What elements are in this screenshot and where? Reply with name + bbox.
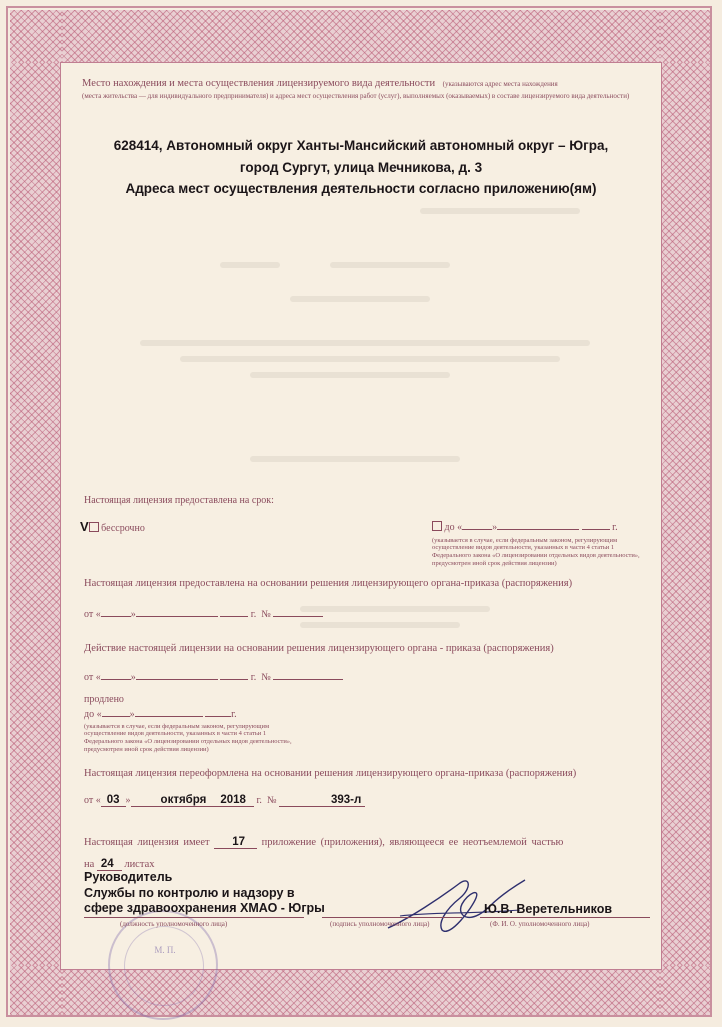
basis-year: г. [250,609,257,620]
until-checkbox[interactable] [432,521,442,531]
address-line-3: Адреса мест осуществления деятельности согласно приложению(ям) [125,181,597,196]
action-label: Действие настоящей лицензии на основании решения лицензирующего органа - приказа (распоряжения) [84,643,554,654]
reissue-num: № [266,795,277,806]
action-number-line [273,670,343,680]
basis-label: Настоящая лицензия предоставлена на основании решения лицензирующего органа-приказа (распоряжения) [84,578,573,589]
address-line-2: город Сургут, улица Мечникова, д. 3 [239,160,483,175]
prolonged-label: продлено [84,694,124,705]
signatory-position [84,870,325,917]
appendix-row [84,836,654,849]
until-day-line [462,520,492,530]
place-title: Место нахождения и места осуществления лицензируемого вида деятельности [82,78,436,89]
reissue-label: Настоящая лицензия переоформлена на основании решения лицензирующего органа-приказа (распоряжения) [84,768,577,779]
until-label: до « [444,522,463,533]
reissue-year-suffix: г. [256,795,262,806]
prolonged-month-line [135,707,203,717]
action-day-line [101,670,131,680]
action-ot: от « [84,672,101,683]
until-close-quote: » [492,522,498,533]
sheets-count: 24 [97,858,122,871]
signatory-name: Ю.В. Веретельников [484,902,613,916]
action-num: № [261,672,271,683]
until-note: (указывается в случае, если федеральным законом, регулирующим осуществление видов деятельности, указанных в части 4 статьи 1 Федерального закона «О лицензировании отдельных видов деятельности», предусмотрен иной срок действия лицензии) [432,536,640,567]
action-year: г. [250,672,257,683]
basis-date-row [84,607,323,621]
action-year-line [220,670,248,680]
prolonged-year-line [205,707,231,717]
reissue-year: 2018 [212,794,254,807]
basis-close-quote: » [130,609,136,620]
prolonged-note: (указывается в случае, если федеральным законом, регулирующим осуществление видов деятельности, указанных в части 4 статьи 1 Федерального закона «О лицензировании отдельных видов деятельности», предусмотрен иной срок действия лицензии) [84,722,292,753]
signature-caption: (подпись уполномоченного лица) [330,920,430,928]
stamp-mp: М. П. [154,945,176,955]
sheets-label: листах [124,859,155,870]
position-line-2: Службы по контролю и надзору в [84,885,295,900]
reissue-ot: от « [84,795,101,806]
term-label: Настоящая лицензия предоставлена на срок: [84,495,274,506]
action-month-line [136,670,218,680]
checkmark-icon: V [80,519,89,534]
term-until-row [432,520,652,568]
action-date-row [84,670,343,684]
until-year-suffix: г. [612,522,618,533]
position-line-1: Руководитель [84,870,173,884]
prolonged-date-row [84,707,299,754]
reissue-number: 393-л [279,794,365,807]
until-year-line [582,520,610,530]
reissue-date-row [84,794,365,807]
basis-year-line [220,607,248,617]
basis-num: № [261,609,271,620]
place-header [82,78,652,100]
unlimited-label: бессрочно [101,523,145,534]
sheets-na: на [84,859,95,870]
appendix-count: 17 [214,836,257,849]
reissue-day: 03 [101,794,126,807]
unlimited-checkbox[interactable] [89,522,99,532]
stamp-inner-ring [124,926,204,1006]
position-line-3: сфере здравоохранения ХМАО - Югры [84,901,325,916]
prolonged-day-line [102,707,130,717]
position-line [84,917,304,918]
name-caption: (Ф. И. О. уполномоченного лица) [490,920,590,928]
basis-month-line [136,607,218,617]
name-line [480,917,650,918]
appendix-prefix: Настоящая лицензия имеет [84,837,210,848]
prolonged-do: до « [84,709,102,720]
position-caption: (должность уполномоченного лица) [120,920,228,928]
until-month-line [497,520,579,530]
basis-day-line [101,607,131,617]
inner-frame [60,62,662,970]
address-line-1: 628414, Автономный округ Ханты-Мансийский автономный округ – Югра, [113,138,609,153]
appendix-suffix: приложение (приложения), являющееся ее неотъемлемой частью [261,837,564,848]
basis-number-line [273,607,323,617]
action-close-quote: » [130,672,136,683]
prolonged-close-quote: » [129,709,135,720]
term-unlimited-row [80,520,145,535]
place-note-inline: (указываются адрес места нахождения [442,80,558,88]
place-note: (места жительства — для индивидуального предпринимателя) и адреса мест осуществления работ (услуг), выполняемых (оказываемых) в составе лицензируемого вида деятельности) [82,92,630,101]
basis-ot: от « [84,609,101,620]
reissue-month: октября [131,794,213,807]
signature-line [322,917,462,918]
prolonged-year: г. [231,709,237,720]
reissue-close-quote: » [125,795,131,806]
